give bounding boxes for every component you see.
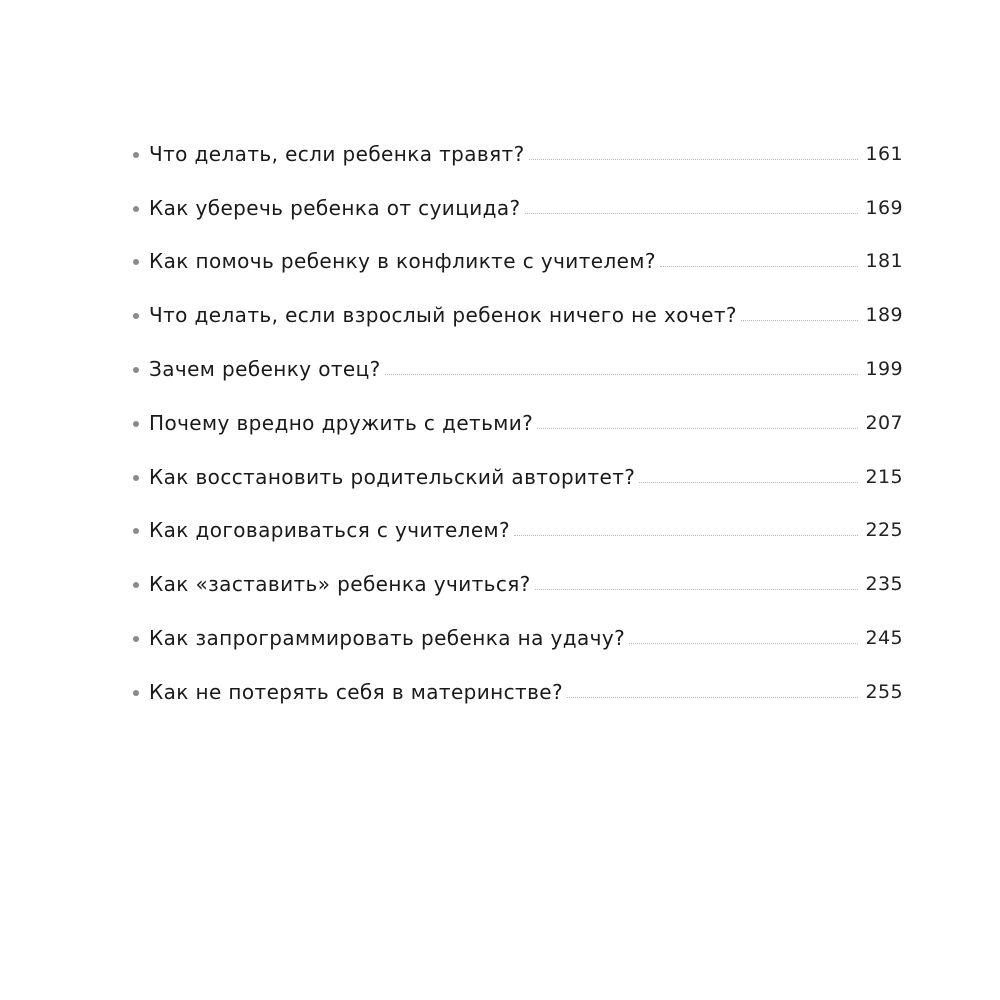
dot-leader <box>537 428 857 429</box>
toc-page-number: 181 <box>865 250 903 273</box>
toc-page-number: 255 <box>865 680 903 703</box>
bullet-dot-icon <box>133 367 139 373</box>
bullet-dot-icon <box>133 152 139 158</box>
toc-page-number: 235 <box>865 573 903 596</box>
toc-entry-title: Почему вредно дружить с детьми? <box>149 410 534 435</box>
toc-entry-title: Как договариваться с учителем? <box>149 518 511 543</box>
toc-entry <box>131 655 903 709</box>
toc-entry <box>131 117 903 171</box>
toc-entry <box>131 494 903 548</box>
toc-entry-title: Как помочь ребенку в конфликте с учителем? <box>149 249 656 274</box>
toc-entry <box>131 386 903 440</box>
toc-page-number: 225 <box>865 519 903 542</box>
dot-leader <box>741 320 858 321</box>
bullet-dot-icon <box>133 475 139 481</box>
toc-entry-title: Что делать, если взрослый ребенок ничего не хочет? <box>149 303 737 328</box>
toc-entry-title: Как «заставить» ребенка учиться? <box>149 572 531 597</box>
toc-page-number: 215 <box>865 465 903 488</box>
toc-entry-title: Как уберечь ребенка от суицида? <box>149 195 521 220</box>
toc-entry <box>131 171 903 225</box>
bullet-dot-icon <box>133 421 139 427</box>
bullet-dot-icon <box>133 636 139 642</box>
dot-leader <box>529 159 858 160</box>
dot-leader <box>525 213 858 214</box>
toc-entry-title: Как запрограммировать ребенка на удачу? <box>149 625 626 650</box>
toc-page-number: 169 <box>865 196 903 219</box>
toc-entry-title: Как не потерять себя в материнстве? <box>149 679 564 704</box>
toc-entry-title: Что делать, если ребенка травят? <box>149 141 525 166</box>
bullet-dot-icon <box>133 259 139 265</box>
dot-leader <box>514 535 857 536</box>
toc-entry-title: Как восстановить родительский авторитет? <box>149 464 636 489</box>
toc-entry <box>131 440 903 494</box>
toc-entry <box>131 601 903 655</box>
toc-page-number: 199 <box>865 357 903 380</box>
toc-page-number: 245 <box>865 626 903 649</box>
dot-leader <box>639 482 857 483</box>
toc-page-number: 161 <box>865 142 903 165</box>
toc-entry <box>131 225 903 279</box>
toc-page-number: 189 <box>865 304 903 327</box>
bullet-dot-icon <box>133 690 139 696</box>
toc-entry <box>131 278 903 332</box>
bullet-dot-icon <box>133 582 139 588</box>
table-of-contents <box>131 117 903 709</box>
bullet-dot-icon <box>133 313 139 319</box>
toc-page-number: 207 <box>865 411 903 434</box>
toc-entry-title: Зачем ребенку отец? <box>149 356 381 381</box>
dot-leader <box>629 643 857 644</box>
dot-leader <box>660 266 858 267</box>
dot-leader <box>567 697 858 698</box>
dot-leader <box>535 589 858 590</box>
dot-leader <box>385 374 858 375</box>
toc-entry <box>131 332 903 386</box>
toc-entry <box>131 547 903 601</box>
bullet-dot-icon <box>133 528 139 534</box>
bullet-dot-icon <box>133 206 139 212</box>
